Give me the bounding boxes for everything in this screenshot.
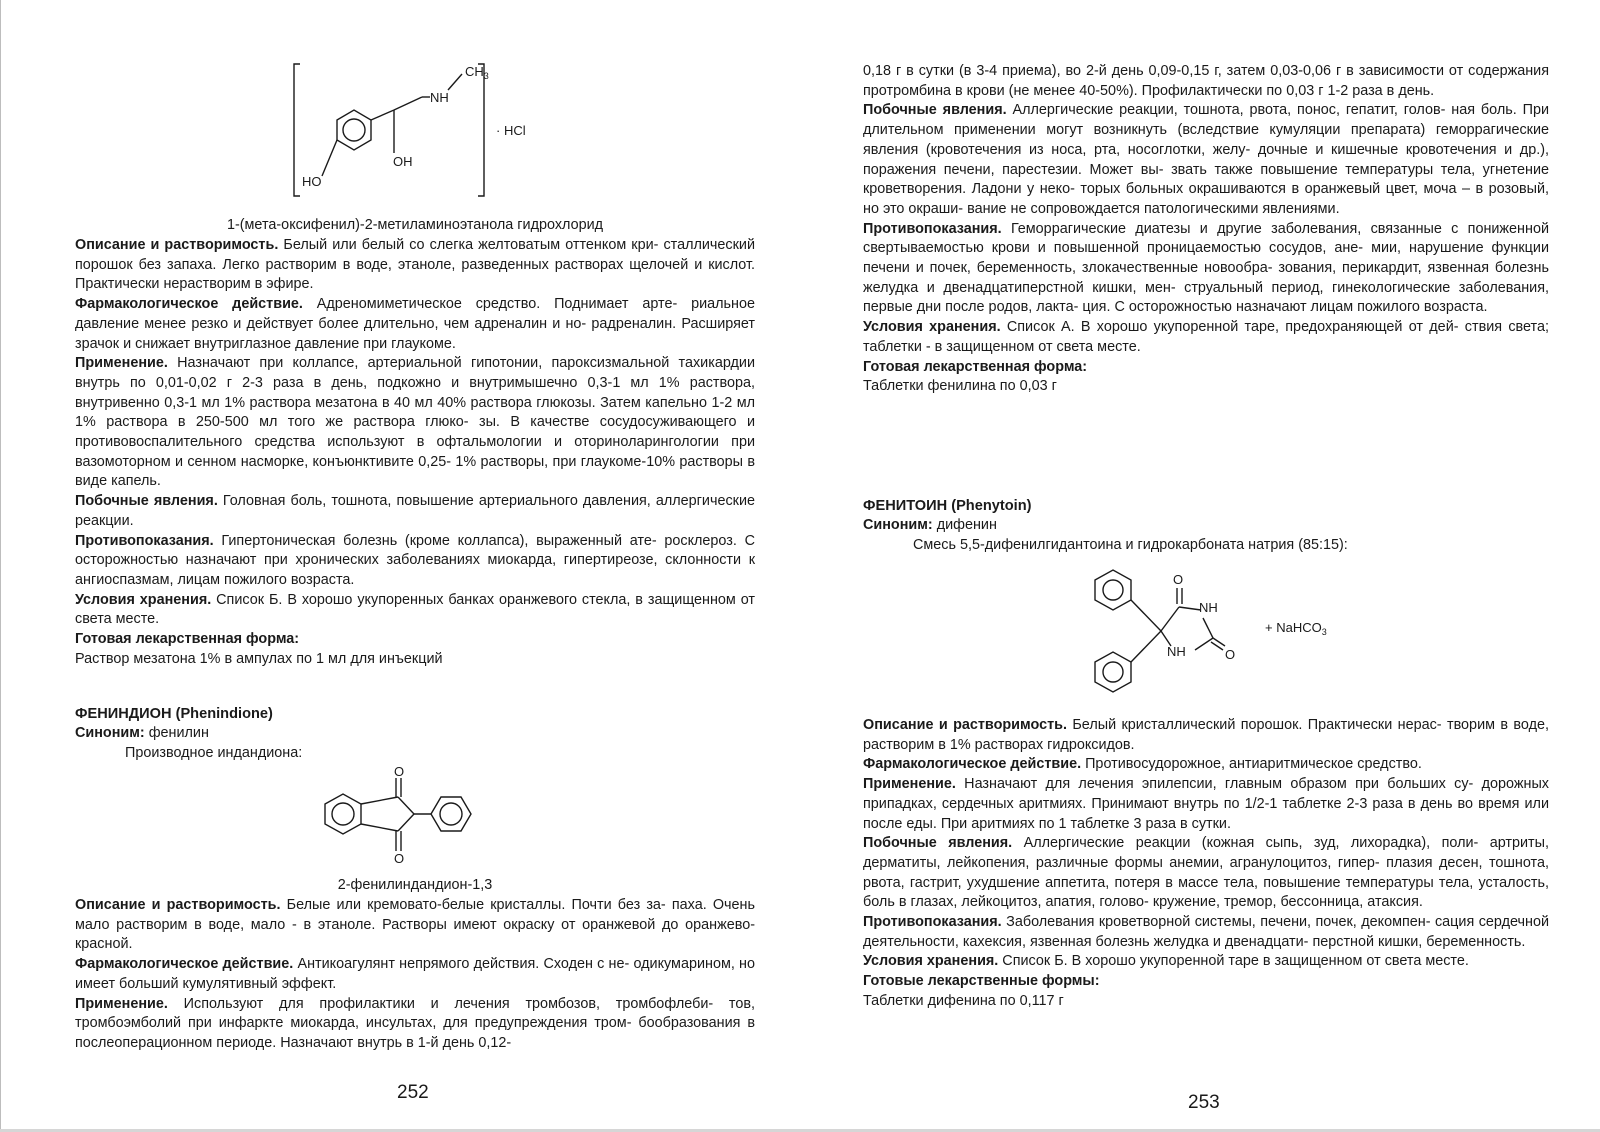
methyl-label: $CH_3$ xyxy=(465,64,489,81)
section-label: Побочные явления. xyxy=(75,493,218,510)
section-text: Белый кристаллический порошок. Практически нерас- творим в воде, растворим в 1% растворах гидроксидов. xyxy=(863,717,1549,753)
section-label: Условия хранения. xyxy=(863,319,1001,336)
section-text: Белый или белый со слегка желтоватым оттенком кри- сталлический порошок без запаха. Легко растворим в воде, этаноле, разведенных растворах щелочей и кислот. Практически нерастворим в эфире. xyxy=(75,237,756,293)
phenindione-structural-formula xyxy=(313,766,513,878)
hcl-label: · HCl xyxy=(496,123,526,138)
mesaton-structural-formula xyxy=(290,60,560,202)
section-text: Гипертоническая болезнь (кроме коллапса), выраженный ате- росклероз. С осторожностью назначают при хронических заболеваниях миокарда, гипертиреозе, склонности к ангиоспазмам, лицам пожилого возраста. xyxy=(75,532,755,588)
article-paragraph xyxy=(863,220,1549,319)
section-text: Список Б. В хорошо укупоренной таре в защищенном от света месте. xyxy=(998,953,1469,970)
section-text: Список А. В хорошо укупоренной таре, предохраняющей от дей- ствия света; таблетки - в защищенном от света месте. xyxy=(863,319,1549,355)
drug-title: ФЕНИТОИН (Phenytoin) xyxy=(863,498,1032,514)
section-text: Таблетки дифенина по 0,117 г xyxy=(863,992,1064,1009)
section-text: Раствор мезатона 1% в ампулах по 1 мл для инъекций xyxy=(75,650,443,667)
section-label: Противопоказания. xyxy=(863,914,1002,931)
section-text: Аллергические реакции, тошнота, рвота, понос, гепатит, голов- ная боль. При длительном применении могут возникнуть (вследствие кумуляции препарата) геморрагические явления (кровотечения из носа, рта, носоглотки, желу- дочные и кишечные кровотечения и др.), поражения печени, парестезии. Может вы- звать также повышение температуры тела, угнетение кроветворения. Ладони у неко- торых больных окрашиваются в оранжевый цвет, моча – в розовый, но это окраши- вание не сопровождается патологическими явлениями. xyxy=(863,102,1549,217)
section-label: Описание и растворимость. xyxy=(75,237,279,253)
article-paragraph xyxy=(75,492,755,531)
synonym-value: фенилин xyxy=(144,725,209,741)
phenytoin-article xyxy=(863,716,1549,1012)
formula-caption: 2-фенилиндандион-1,3 xyxy=(337,877,493,893)
section-label: Применение. xyxy=(863,776,956,793)
section-text: Противосудорожное, антиаритмическое средство. xyxy=(1081,756,1422,773)
synonym-label: Синоним: xyxy=(863,517,933,533)
synonym-value: дифенин xyxy=(932,517,997,533)
article-paragraph xyxy=(863,834,1549,913)
section-label: Побочные явления. xyxy=(863,102,1007,119)
section-text: Геморрагические диатезы и другие заболевания, связанные с пониженной свертываемостью крови и повышенной проницаемостью сосудов, ане- мии, нарушение функции печени и почек, беременность, злокачественные новообра- зования, перикардит, язвенная болезнь желудка и двенадцатиперстной кишки, мен- струальный период, гинекологические заболевания, первые дни после родов, лакта- ция. С осторожностью назначают лицам пожилого возраста. xyxy=(863,220,1549,316)
section-label: Фармакологическое действие. xyxy=(75,296,303,313)
section-text: Список Б. В хорошо укупоренных банках оранжевого стекла, в защищенном от света месте. xyxy=(75,591,755,628)
synonym-line xyxy=(75,724,755,744)
article-paragraph xyxy=(863,377,1549,397)
section-label: Фармакологическое действие. xyxy=(863,756,1082,773)
phenytoin-structural-formula xyxy=(1085,560,1335,702)
drug-title: ФЕНИНДИОН (Phenindione) xyxy=(75,706,273,722)
right-page xyxy=(863,0,1549,1132)
article-paragraph xyxy=(863,101,1549,219)
carbonyl-oxygen-top: O xyxy=(1173,572,1184,587)
mesaton-article xyxy=(75,236,755,669)
section-label: Готовые лекарственные формы: xyxy=(863,973,1100,990)
phenindione-article xyxy=(75,896,755,1054)
carbonyl-oxygen-top: O xyxy=(394,766,405,779)
article-paragraph xyxy=(75,650,755,670)
section-text: 0,18 г в сутки (в 3-4 приема), во 2-й день 0,09-0,15 г, затем 0,03-0,06 г в зависимости от содержания протромбина в крови (не менее 40-50%). Профилактически по 0,03 г 1-2 раза в день. xyxy=(863,63,1549,99)
synonym-line xyxy=(863,516,1549,536)
nh-right-label: NH xyxy=(1199,600,1218,615)
section-text: Аллергические реакции (кожная сыпь, зуд, лихорадка), поли- артриты, дерматиты, лейкопения, различные формы анемии, агранулоцитоз, гипер- плазия десен, тошнота, рвота, гастрит, ухудшение аппетита, потеря в массе тела, повышение температуры тела, усталость, боль в глазах, лейкоцитоз, апатия, голово- кружение, тремор, бессонница, атаксия. xyxy=(863,835,1549,911)
article-paragraph xyxy=(863,775,1549,834)
section-label: Фармакологическое действие. xyxy=(75,956,294,973)
article-paragraph xyxy=(75,295,755,354)
phenol-label: HO xyxy=(302,174,322,189)
section-label: Готовая лекарственная форма: xyxy=(863,358,1088,375)
article-paragraph xyxy=(75,591,755,630)
article-paragraph xyxy=(863,318,1549,357)
section-text: Белые или кремовато-белые кристаллы. Почти без за- паха. Очень мало растворим в воде, мало - в этаноле. Растворы имеют окраску от оранжевой до оранжево-красной. xyxy=(75,897,755,953)
derivative-line: Производное индандиона: xyxy=(125,744,303,761)
article-paragraph xyxy=(863,972,1549,992)
article-paragraph xyxy=(863,62,1549,101)
section-text: Адреномиметическое средство. Поднимает арте- риальное давление менее резко и действует более длительно, чем адреналин и но- радреналин. Расширяет зрачок и снижает внутриглазное давление при глаукоме. xyxy=(75,296,755,352)
mixture-line: Смесь 5,5-дифенилгидантоина и гидрокарбоната натрия (85:15): xyxy=(913,536,1348,553)
section-label: Готовая лекарственная форма: xyxy=(75,631,300,648)
article-paragraph xyxy=(863,913,1549,952)
carbonyl-oxygen-bottom: O xyxy=(394,851,405,866)
section-text: Таблетки фенилина по 0,03 г xyxy=(863,378,1057,395)
article-paragraph xyxy=(75,995,755,1054)
section-label: Применение. xyxy=(75,995,168,1012)
page-number: 252 xyxy=(397,1082,429,1103)
formula-caption: 1-(мета-оксифенил)-2-метиламиноэтанола гидрохлорид xyxy=(226,217,604,233)
article-paragraph xyxy=(863,358,1549,378)
article-paragraph xyxy=(75,236,755,295)
section-label: Противопоказания. xyxy=(863,220,1002,237)
article-paragraph xyxy=(75,354,755,492)
article-paragraph xyxy=(75,896,755,955)
synonym-label: Синоним: xyxy=(75,725,145,741)
article-paragraph xyxy=(863,992,1549,1012)
article-paragraph xyxy=(863,952,1549,972)
section-label: Условия хранения. xyxy=(863,953,999,970)
article-paragraph xyxy=(75,630,755,650)
section-text: Используют для профилактики и лечения тромбозов, тромбофлеби- тов, тромбоэмболий при инфаркте миокарда, инсультах, для предупреждения тром- бообразования в послеоперационном периоде. Назначают внутрь в 1-й день 0,12- xyxy=(75,995,755,1051)
carbonyl-oxygen-bottom: O xyxy=(1225,647,1236,662)
phenytoin-header xyxy=(863,496,1549,555)
amine-label: NH xyxy=(430,90,449,105)
section-label: Условия хранения. xyxy=(75,591,212,608)
section-text: Антикоагулянт непрямого действия. Сходен с не- одикумарином, но имеет больший кумулятивный эффект. xyxy=(75,956,755,992)
article-paragraph xyxy=(863,716,1549,755)
left-page xyxy=(75,0,755,1132)
section-text: Заболевания кроветворной системы, печени, почек, декомпен- сация сердечной деятельности, кахексия, язвенная болезнь желудка и двенадцати- перстной кишки, беременность. xyxy=(863,914,1549,950)
section-label: Описание и растворимость. xyxy=(75,897,281,913)
section-text: Головная боль, тошнота, повышение артериального давления, аллергические реакции. xyxy=(75,493,755,529)
phenindione-header xyxy=(75,704,755,763)
hydroxyl-label: OH xyxy=(393,154,413,169)
article-paragraph xyxy=(75,955,755,994)
page-edge xyxy=(0,0,1,1132)
section-label: Противопоказания. xyxy=(75,532,214,549)
article-paragraph xyxy=(863,755,1549,775)
article-paragraph xyxy=(75,532,755,591)
page-number: 253 xyxy=(1188,1092,1220,1113)
section-label: Применение. xyxy=(75,355,168,372)
section-label: Побочные явления. xyxy=(863,835,1013,852)
phenindione-continuation xyxy=(863,62,1549,397)
section-label: Описание и растворимость. xyxy=(863,717,1067,733)
section-text: Назначают для лечения эпилепсии, главным образом при больших су- дорожных припадках, сердечных аритмиях. Принимают внутрь по 1/2-1 таблетке 2-3 раза в день во время или после еды. При аритмиях по 1 таблетке 3 раза в сутки. xyxy=(863,776,1549,832)
nh-bottom-label: NH xyxy=(1167,644,1186,659)
section-text: Назначают при коллапсе, артериальной гипотонии, пароксизмальной тахикардии внутрь по 0,01-0,02 г 2-3 раза в день, подкожно и внутримышечно 0,3-1 мл 1% раствора, внутривенно 0,3-1 мл 1% раствора мезатона в 40 мл 40% раствора глюкозы. Затем капельно 1-2 мл 1% раствора в 250-500 мл того же раствора глюко- зы. В качестве сосудосуживающего и противовоспалительного средства используют в офтальмологии и оториноларингологии при вазомоторном и сенном насморке, конъюнктивите 0,25- 1% растворы, при глаукоме-10% растворы в виде капель. xyxy=(75,355,755,490)
sodium-bicarbonate-label: + NaHCO$_3$ xyxy=(1265,620,1327,637)
